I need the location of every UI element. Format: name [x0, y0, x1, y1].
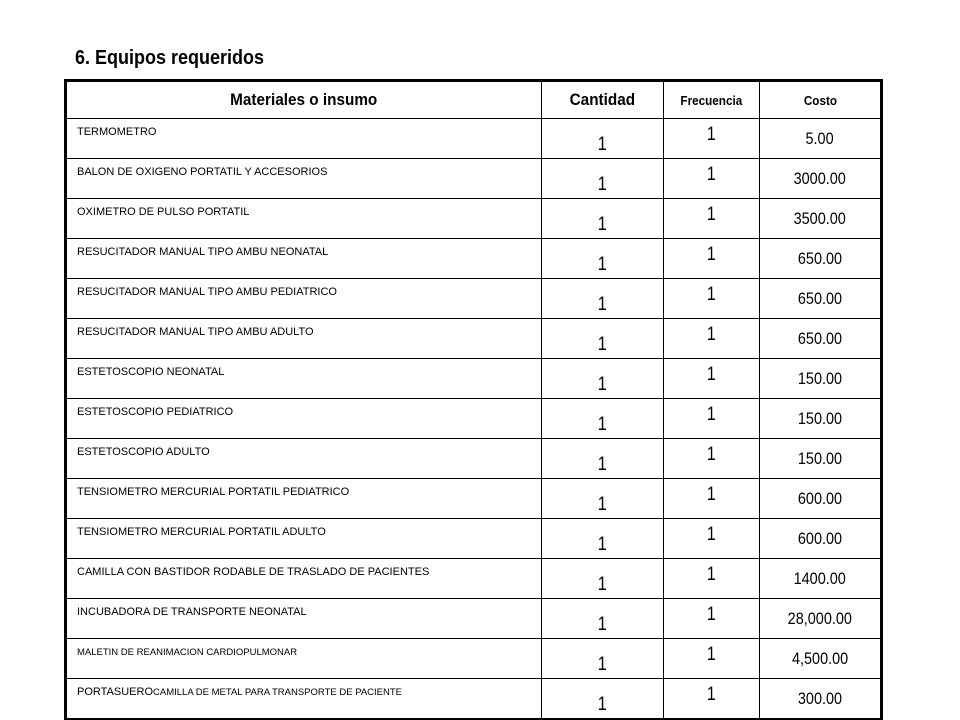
item-frequency: 1	[664, 399, 760, 439]
item-quantity: 1	[542, 479, 664, 519]
item-cost: 1400.00	[760, 559, 882, 599]
item-name-extra: CAMILLA DE METAL PARA TRANSPORTE DE PACIENTE	[153, 687, 402, 698]
header-material: Materiales o insumo	[66, 81, 542, 119]
item-frequency: 1	[664, 639, 760, 679]
table-row	[66, 679, 882, 720]
item-cost: 3500.00	[760, 199, 882, 239]
item-name: PORTASUEROCAMILLA DE METAL PARA TRANSPORTE DE PACIENTE	[66, 679, 542, 720]
table-row	[66, 159, 882, 199]
item-name: INCUBADORA DE TRANSPORTE NEONATAL	[66, 599, 542, 639]
item-cost: 150.00	[760, 359, 882, 399]
item-frequency: 1	[664, 159, 760, 199]
item-cost: 3000.00	[760, 159, 882, 199]
item-cost: 650.00	[760, 279, 882, 319]
item-quantity: 1	[542, 639, 664, 679]
item-frequency: 1	[664, 439, 760, 479]
item-name: TENSIOMETRO MERCURIAL PORTATIL ADULTO	[66, 519, 542, 559]
header-frequency: Frecuencia	[664, 81, 760, 119]
item-name: RESUCITADOR MANUAL TIPO AMBU NEONATAL	[66, 239, 542, 279]
item-name: BALON DE OXIGENO PORTATIL Y ACCESORIOS	[66, 159, 542, 199]
item-cost: 650.00	[760, 239, 882, 279]
table-row	[66, 279, 882, 319]
table-row	[66, 319, 882, 359]
header-cost: Costo	[760, 81, 882, 119]
item-name: TENSIOMETRO MERCURIAL PORTATIL PEDIATRICO	[66, 479, 542, 519]
item-quantity: 1	[542, 279, 664, 319]
item-name: ESTETOSCOPIO NEONATAL	[66, 359, 542, 399]
item-quantity: 1	[542, 679, 664, 720]
item-name: ESTETOSCOPIO PEDIATRICO	[66, 399, 542, 439]
item-cost: 150.00	[760, 399, 882, 439]
item-quantity: 1	[542, 159, 664, 199]
table-row	[66, 399, 882, 439]
item-frequency: 1	[664, 239, 760, 279]
item-name: RESUCITADOR MANUAL TIPO AMBU PEDIATRICO	[66, 279, 542, 319]
item-cost: 650.00	[760, 319, 882, 359]
item-frequency: 1	[664, 279, 760, 319]
item-quantity: 1	[542, 119, 664, 159]
table-row	[66, 639, 882, 679]
table-body	[66, 119, 882, 720]
item-cost: 28,000.00	[760, 599, 882, 639]
item-cost: 600.00	[760, 479, 882, 519]
item-name: CAMILLA CON BASTIDOR RODABLE DE TRASLADO DE PACIENTES	[66, 559, 542, 599]
item-frequency: 1	[664, 319, 760, 359]
item-frequency: 1	[664, 519, 760, 559]
table-row	[66, 479, 882, 519]
item-frequency: 1	[664, 119, 760, 159]
item-name: RESUCITADOR MANUAL TIPO AMBU ADULTO	[66, 319, 542, 359]
item-frequency: 1	[664, 479, 760, 519]
item-frequency: 1	[664, 599, 760, 639]
table-row	[66, 439, 882, 479]
table-row	[66, 359, 882, 399]
item-name: TERMOMETRO	[66, 119, 542, 159]
item-cost: 300.00	[760, 679, 882, 720]
item-quantity: 1	[542, 599, 664, 639]
item-cost: 150.00	[760, 439, 882, 479]
table-row	[66, 119, 882, 159]
item-quantity: 1	[542, 519, 664, 559]
item-quantity: 1	[542, 239, 664, 279]
item-cost: 5.00	[760, 119, 882, 159]
item-quantity: 1	[542, 359, 664, 399]
item-quantity: 1	[542, 439, 664, 479]
table-row	[66, 199, 882, 239]
item-frequency: 1	[664, 679, 760, 720]
table-row	[66, 559, 882, 599]
item-quantity: 1	[542, 319, 664, 359]
item-cost: 4,500.00	[760, 639, 882, 679]
table-row	[66, 239, 882, 279]
item-name: ESTETOSCOPIO ADULTO	[66, 439, 542, 479]
item-frequency: 1	[664, 359, 760, 399]
table-header-row	[66, 81, 882, 119]
item-name: MALETIN DE REANIMACION CARDIOPULMONAR	[66, 639, 542, 679]
equipment-table	[64, 79, 883, 720]
item-cost: 600.00	[760, 519, 882, 559]
table-row	[66, 599, 882, 639]
item-quantity: 1	[542, 199, 664, 239]
header-quantity: Cantidad	[542, 81, 664, 119]
section-title: 6. Equipos requeridos	[75, 47, 265, 69]
item-quantity: 1	[542, 399, 664, 439]
item-name: OXIMETRO DE PULSO PORTATIL	[66, 199, 542, 239]
item-frequency: 1	[664, 559, 760, 599]
item-frequency: 1	[664, 199, 760, 239]
table-row	[66, 519, 882, 559]
item-quantity: 1	[542, 559, 664, 599]
